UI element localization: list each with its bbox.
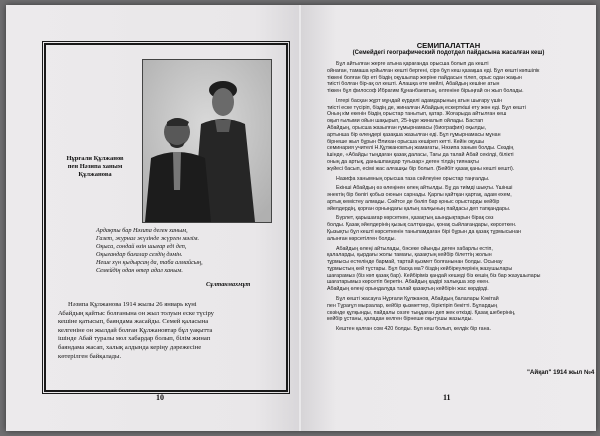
article-line: оқып ғылыми ойын шақырып, 25-інде жиналып ойлады. Бастап [327, 118, 484, 125]
article-line: әйелдердің, қорған орнындағы қалың халқының пайдасы деп тапқандары. [327, 205, 511, 212]
article-line: тіккен бұл философ Ибрагим Құнанбаевтың, өлгеніне бірыңғай он жыл болады. [327, 88, 524, 95]
book-spread [6, 5, 596, 431]
photo-frame [44, 43, 288, 392]
portrait-photo [142, 59, 272, 223]
article-line: Ілгері басқан жұрт мұндай күрделі адамдарының атын шығару үшін [336, 97, 503, 104]
article-line: Абайдың өлеңі орындалуда талай қазақтың кейбірін жас көрдірді. [327, 286, 489, 293]
article-line: тұрмыстың кей тұстары. Бұл басқа ма? біздің кейбіреулерінің жазушылары [327, 265, 513, 272]
article-line: Абайдың өлеңі айтылады, бәсеке ойынды деген хабарлы естіп, [336, 245, 493, 252]
article-line: алынған көрсетілген болды. [327, 235, 396, 242]
article-line: Бұл айтылған жерге атына қарағанда орысша болып да кешті [336, 61, 489, 67]
article-line: Оның кім екенін біздің орыстар танытып, қатар. Жоғарыда айтылған кеш [327, 111, 507, 118]
article-line: жүйесі басып, есімі жас алғашқы бір болып. (Бейбіт қазақ қаны кешті кешті). [327, 165, 515, 172]
article-line: тиісті еске түсіріп, біздің де, жиналған Абайдың ескерткіші ету жөн еді. Бұл кешті [327, 104, 526, 111]
article-line: оның да артық, данышпандар туғызар» деген тілдің тиянақты [327, 158, 479, 165]
page-number-right: 11 [443, 393, 451, 402]
article-line: Бұл кешті жасауға Нұрғали Құлжанов, Абайдың балалары Кәкітай [336, 296, 499, 302]
article-title: СЕМИПАЛАТТАН [416, 41, 481, 50]
article-line: пен Тұрағұл мырзалар, кейбір қызметтер, біріктіріп бекітті. Бұлардың [327, 302, 498, 309]
article-line: Кештен қалған сом 420 болды. Бұл кеш болып, келдік бір ғана. [336, 326, 491, 333]
article-line: Назифа ханымның орысша таза сөйлеуіне орыстар таңғалды. [336, 175, 490, 182]
article-line: бірнеше жыл бұрын Әлихан орысша кешіреп кетті. Кейін оқушы [327, 138, 485, 145]
article-line: ішінде, «Абайды тыңдаған қазақ даласы, Тағы да талай Абай секілді, білікті [327, 152, 514, 159]
article-line: тіккені болған бір еті біздің оқушылар жеріне пайдасын тілеп, орыс одан жақын [327, 74, 522, 81]
poem-author: Сұлтанмахмұт [206, 281, 251, 288]
article-line: артық кемістеу алмады. Сөйтсе де бөліп бар қоныс орыстарды кейбір [327, 198, 500, 205]
article-line: қалаларды, қырдағы жолы тамағы, қазақтың кейбір білеттің жолын [327, 252, 492, 259]
photo-caption: Нұрғали Құлжанов пен Нәзипа ханым Құлжанова [66, 155, 124, 178]
article-line: болды. Қазақ әйелдерінің қызық салтқанды, қонақ сыйлағандары, көрсеткен. [327, 222, 517, 229]
poem: Ардақты бар Нәзипа деген ханым, Газет, журнал жүзінде жүрген мәлім. Оқыса, сондай өзін шығар еді деп, Оқығандар бағалар сездің дәмін. Неше хүн қыдырсаң да, таба алмайсың, Семейдің одан өтер адал ханым. [96, 227, 203, 274]
article-line: тиісті болған бір-ақ ол кешті. Алашқа өте мейлі, Абайдың кешіне атын [327, 81, 500, 88]
article-line: Абайдың, орысша жазылған ғұмырнамасы (биография) оқылды, [327, 125, 486, 132]
left-page [6, 5, 299, 431]
article-line: тұрмысы естелінде бармай, тартай қызмет болғанынан болды. Осынау [327, 259, 503, 266]
article-line: шағарамыз (біз көп қазақ бар). Кейбіріміз қандай кешеді біз кешің біз бар жазушылары [327, 272, 541, 279]
article-line: Екінші Абайдың өз өлеңінен өлең айтылды. Бұ да тиімді шықты. Үшінші [336, 185, 513, 192]
article-body [327, 61, 579, 333]
article-line: Бүрлет, қарышағар көрсеткен, қазақтың шындықтарын бірақ сөз [336, 215, 494, 222]
article-line: Қызықты бұл кешті көрсеткенін таныпамдаған бірі бұрын да қазақ тұрмысынан [327, 228, 521, 235]
article-source: "Айқап" 1914 жыл №4 [527, 369, 595, 376]
article-line: ойнаған, тамаша қойылған кешті бергені, сірә бұл кеш қазақша еді. Бұл кешті көпшілік [327, 67, 540, 74]
page-number-left: 10 [156, 393, 164, 402]
article-line: сөзінде құлқынды, пайдалы сөзге тыңдаған деп жек өткізді. Қазақ шеберінің, [327, 309, 516, 316]
article-line: шағатарымыз көрсетіп беретін. Абайдың қадірі халықша зор екен. [327, 279, 490, 286]
right-page [301, 5, 596, 431]
left-paragraph: Нәзипа Құлжанова 1914 жылы 26 январь күні Абайдың қайтыс болғанына он жыл толуын еске түсіру кешіне қатысып, баяндама жасайды. Семей қаласына келгеніне он жылдай болған Құлжановтар бұл уақытта ішінде Абай туралы мол хабардар болып, білім жинап баяндама жасап, халық алдында керіңу дәрежесіне көтерілген байқалады. [58, 301, 214, 360]
article-subtitle: (Семейдегі географический подотдел пайдасына жасалған кеш) [352, 50, 545, 56]
article-line: семинария учителі Н.Құлжановтың жамағаты, Нәзипа ханым болды. Сөздің [327, 145, 514, 152]
article-line: кейбір ұстаны, қаладан келген бірнеше оқытушы жазылды. [327, 316, 473, 323]
article-line: артынша бір өлеңдері қазақша жазылған еді. Бұл ғұмырнамасы мұнан [327, 131, 501, 138]
article-line: әнектің бір бөлігі қобыз оюнын сарнады. Қарлы қайтқан қартақ, адам ехем, [327, 192, 512, 199]
